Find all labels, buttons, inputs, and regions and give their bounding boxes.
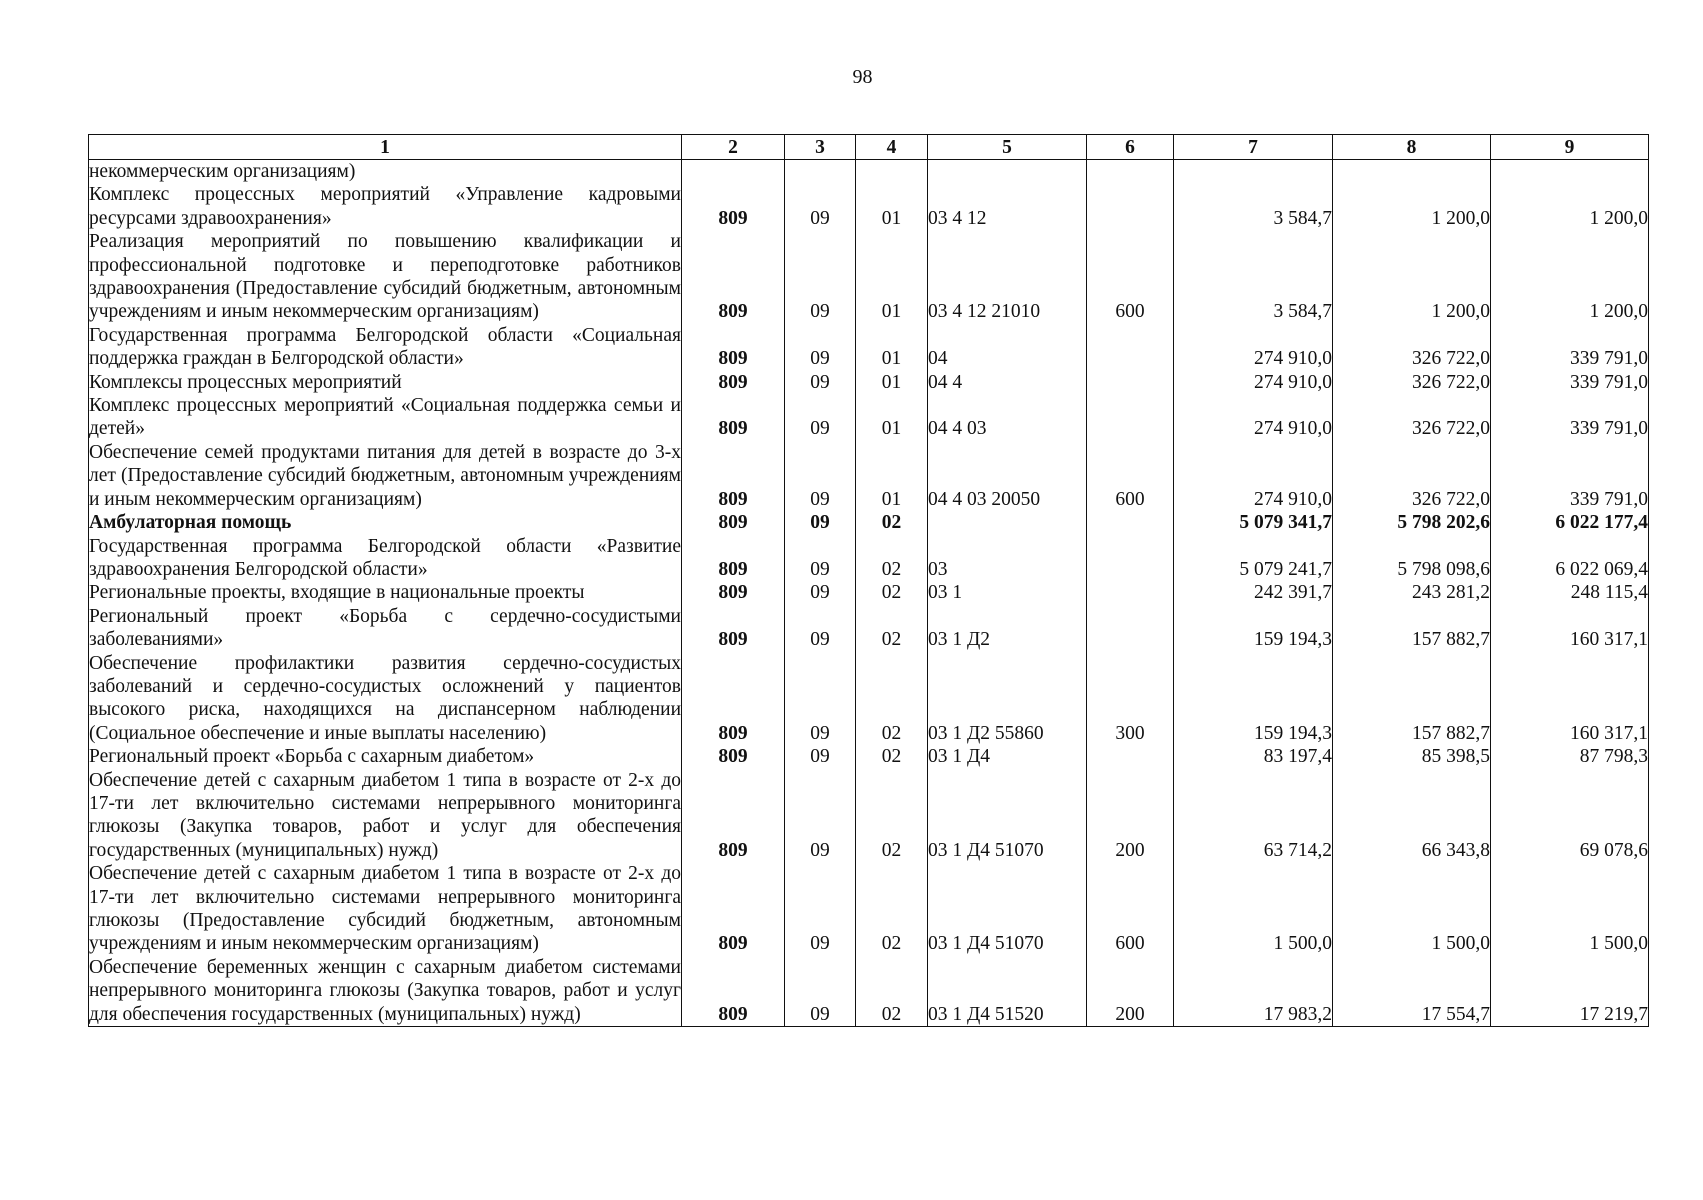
row-amount-2: 326 722,0	[1333, 441, 1491, 511]
row-amount-1: 3 584,7	[1174, 230, 1333, 324]
row-code-section: 09	[785, 862, 856, 956]
row-code-expense-type: 200	[1087, 956, 1174, 1027]
table-row	[89, 324, 1649, 371]
col-header-5: 5	[928, 135, 1087, 160]
table-row	[89, 769, 1649, 863]
table-row	[89, 652, 1649, 746]
row-code-subsection: 01	[856, 371, 928, 394]
table-row	[89, 605, 1649, 652]
row-name: Обеспечение профилактики развития сердечно-сосудистых заболеваний и сердечно-сосудистых осложнений у пациентов высокого риска, находящихся на диспансерном наблюдении (Социальное обеспечение и иные выплаты населению)	[89, 652, 681, 744]
row-code-subsection: 02	[856, 605, 928, 652]
row-amount-3	[1491, 160, 1649, 184]
row-amount-3: 339 791,0	[1491, 324, 1649, 371]
row-amount-3: 339 791,0	[1491, 441, 1649, 511]
table-row	[89, 581, 1649, 604]
row-amount-1: 5 079 341,7	[1174, 511, 1333, 534]
row-code-subsection: 02	[856, 581, 928, 604]
page-number: 98	[852, 66, 873, 88]
row-code-target: 04 4	[928, 371, 1087, 394]
row-code-section: 09	[785, 394, 856, 441]
col-header-4: 4	[856, 135, 928, 160]
row-amount-2: 326 722,0	[1333, 371, 1491, 394]
row-code-admin: 809	[682, 394, 785, 441]
row-code-subsection: 01	[856, 183, 928, 230]
row-code-section: 09	[785, 511, 856, 534]
row-amount-3: 339 791,0	[1491, 371, 1649, 394]
row-code-subsection: 01	[856, 230, 928, 324]
row-code-subsection: 02	[856, 535, 928, 582]
row-code-expense-type	[1087, 511, 1174, 534]
row-code-admin: 809	[682, 230, 785, 324]
row-name: Комплекс процессных мероприятий «Управление кадровыми ресурсами здравоохранения»	[89, 184, 681, 229]
table-row	[89, 745, 1649, 768]
row-amount-3: 17 219,7	[1491, 956, 1649, 1027]
table-row	[89, 183, 1649, 230]
row-code-subsection: 01	[856, 394, 928, 441]
row-code-admin: 809	[682, 535, 785, 582]
row-code-expense-type	[1087, 394, 1174, 441]
row-code-section: 09	[785, 769, 856, 863]
row-amount-1: 63 714,2	[1174, 769, 1333, 863]
row-code-subsection: 02	[856, 652, 928, 746]
col-header-7: 7	[1174, 135, 1333, 160]
row-name: некоммерческим организациям)	[89, 160, 682, 184]
row-amount-3: 1 200,0	[1491, 183, 1649, 230]
row-code-expense-type	[1087, 183, 1174, 230]
row-code-expense-type	[1087, 535, 1174, 582]
col-header-9: 9	[1491, 135, 1649, 160]
row-code-expense-type: 600	[1087, 862, 1174, 956]
table-row	[89, 535, 1649, 582]
row-code-admin: 809	[682, 371, 785, 394]
row-amount-1: 274 910,0	[1174, 394, 1333, 441]
row-code-expense-type	[1087, 324, 1174, 371]
row-code-section: 09	[785, 745, 856, 768]
row-code-expense-type: 200	[1087, 769, 1174, 863]
row-name: Обеспечение детей с сахарным диабетом 1 типа в возрасте от 2-х до 17-ти лет включительно системами непрерывного мониторинга глюкозы (Предоставление субсидий бюджетным, автономным учреждениям и иным некоммерческим организациям)	[89, 863, 681, 955]
budget-table	[88, 134, 1649, 1027]
row-amount-1: 3 584,7	[1174, 183, 1333, 230]
row-amount-2: 85 398,5	[1333, 745, 1491, 768]
row-name: Реализация мероприятий по повышению квалификации и профессиональной подготовке и переподготовке работников здравоохранения (Предоставление субсидий бюджетным, автономным учреждениям и иным некоммерческим организациям)	[89, 231, 681, 323]
row-amount-3: 6 022 177,4	[1491, 511, 1649, 534]
row-amount-1: 17 983,2	[1174, 956, 1333, 1027]
row-name: Амбулаторная помощь	[89, 511, 682, 534]
row-code-target: 03 1 Д4 51520	[928, 956, 1087, 1027]
row-code-target	[928, 160, 1087, 184]
row-amount-3: 69 078,6	[1491, 769, 1649, 863]
row-code-expense-type	[1087, 371, 1174, 394]
row-amount-2: 1 200,0	[1333, 230, 1491, 324]
row-amount-1: 274 910,0	[1174, 371, 1333, 394]
table-row	[89, 862, 1649, 956]
table-row	[89, 394, 1649, 441]
row-amount-3: 248 115,4	[1491, 581, 1649, 604]
row-amount-2: 326 722,0	[1333, 324, 1491, 371]
row-code-expense-type	[1087, 581, 1174, 604]
row-code-admin: 809	[682, 511, 785, 534]
row-amount-1: 274 910,0	[1174, 324, 1333, 371]
row-amount-1: 83 197,4	[1174, 745, 1333, 768]
row-code-target: 04 4 03 20050	[928, 441, 1087, 511]
row-amount-2: 5 798 202,6	[1333, 511, 1491, 534]
row-code-expense-type: 600	[1087, 230, 1174, 324]
row-amount-2: 157 882,7	[1333, 652, 1491, 746]
row-code-subsection: 01	[856, 324, 928, 371]
row-code-section: 09	[785, 956, 856, 1027]
row-code-target: 04 4 03	[928, 394, 1087, 441]
row-code-admin: 809	[682, 324, 785, 371]
row-amount-1	[1174, 160, 1333, 184]
row-code-admin: 809	[682, 441, 785, 511]
table-row	[89, 956, 1649, 1027]
row-amount-1: 1 500,0	[1174, 862, 1333, 956]
row-amount-3: 6 022 069,4	[1491, 535, 1649, 582]
row-code-target: 03	[928, 535, 1087, 582]
row-code-admin: 809	[682, 183, 785, 230]
table-row	[89, 371, 1649, 394]
row-amount-1: 274 910,0	[1174, 441, 1333, 511]
row-code-target: 03 1 Д2 55860	[928, 652, 1087, 746]
row-amount-2: 1 200,0	[1333, 183, 1491, 230]
row-code-target: 03 1 Д2	[928, 605, 1087, 652]
row-name: Региональные проекты, входящие в национальные проекты	[89, 581, 682, 604]
row-code-subsection: 02	[856, 862, 928, 956]
row-code-subsection	[856, 160, 928, 184]
row-amount-3: 87 798,3	[1491, 745, 1649, 768]
row-code-section: 09	[785, 605, 856, 652]
row-name: Государственная программа Белгородской области «Развитие здравоохранения Белгородской области»	[89, 535, 681, 580]
row-amount-2: 5 798 098,6	[1333, 535, 1491, 582]
row-code-admin: 809	[682, 605, 785, 652]
row-code-admin: 809	[682, 745, 785, 768]
row-code-section: 09	[785, 324, 856, 371]
row-code-target: 03 1	[928, 581, 1087, 604]
col-header-2: 2	[682, 135, 785, 160]
row-amount-3: 160 317,1	[1491, 652, 1649, 746]
row-code-target: 03 1 Д4	[928, 745, 1087, 768]
row-amount-3: 339 791,0	[1491, 394, 1649, 441]
row-amount-1: 159 194,3	[1174, 652, 1333, 746]
col-header-1: 1	[89, 135, 682, 160]
row-amount-3: 160 317,1	[1491, 605, 1649, 652]
col-header-6: 6	[1087, 135, 1174, 160]
row-amount-3: 1 200,0	[1491, 230, 1649, 324]
table-row	[89, 230, 1649, 324]
row-name: Обеспечение детей с сахарным диабетом 1 типа в возрасте от 2-х до 17-ти лет включительно системами непрерывного мониторинга глюкозы (Закупка товаров, работ и услуг для обеспечения государственных (муниципальных) нужд)	[89, 769, 681, 861]
row-name: Государственная программа Белгородской области «Социальная поддержка граждан в Белгородской области»	[89, 324, 681, 370]
row-name: Обеспечение семей продуктами питания для детей в возрасте до 3-х лет (Предоставление субсидий бюджетным, автономным учреждениям и иным некоммерческим организациям)	[89, 441, 681, 510]
table-row	[89, 160, 1649, 184]
row-code-expense-type	[1087, 745, 1174, 768]
header-row	[89, 135, 1649, 160]
row-code-section: 09	[785, 441, 856, 511]
row-amount-1: 159 194,3	[1174, 605, 1333, 652]
row-amount-1: 5 079 241,7	[1174, 535, 1333, 582]
row-code-expense-type	[1087, 160, 1174, 184]
row-code-expense-type: 300	[1087, 652, 1174, 746]
row-code-section: 09	[785, 581, 856, 604]
row-code-section: 09	[785, 652, 856, 746]
col-header-3: 3	[785, 135, 856, 160]
row-code-admin: 809	[682, 769, 785, 863]
row-code-target	[928, 511, 1087, 534]
row-code-subsection: 02	[856, 511, 928, 534]
row-code-section: 09	[785, 230, 856, 324]
row-amount-2: 66 343,8	[1333, 769, 1491, 863]
row-amount-1: 242 391,7	[1174, 581, 1333, 604]
row-amount-2: 157 882,7	[1333, 605, 1491, 652]
row-name: Комплекс процессных мероприятий «Социальная поддержка семьи и детей»	[89, 395, 681, 440]
row-name: Региональный проект «Борьба с сахарным диабетом»	[89, 745, 682, 768]
row-code-subsection: 02	[856, 956, 928, 1027]
row-code-admin: 809	[682, 652, 785, 746]
row-amount-3: 1 500,0	[1491, 862, 1649, 956]
row-code-admin: 809	[682, 581, 785, 604]
row-code-admin: 809	[682, 862, 785, 956]
row-code-expense-type: 600	[1087, 441, 1174, 511]
table-row	[89, 441, 1649, 511]
row-code-target: 03 1 Д4 51070	[928, 862, 1087, 956]
row-code-subsection: 01	[856, 441, 928, 511]
row-code-target: 03 4 12	[928, 183, 1087, 230]
row-amount-2: 243 281,2	[1333, 581, 1491, 604]
row-code-expense-type	[1087, 605, 1174, 652]
col-header-8: 8	[1333, 135, 1491, 160]
row-code-section: 09	[785, 535, 856, 582]
row-code-section: 09	[785, 183, 856, 230]
row-amount-2	[1333, 160, 1491, 184]
row-amount-2: 326 722,0	[1333, 394, 1491, 441]
row-code-subsection: 02	[856, 745, 928, 768]
row-name: Комплексы процессных мероприятий	[89, 371, 682, 394]
row-code-target: 03 4 12 21010	[928, 230, 1087, 324]
row-amount-2: 17 554,7	[1333, 956, 1491, 1027]
row-amount-2: 1 500,0	[1333, 862, 1491, 956]
row-code-section	[785, 160, 856, 184]
row-code-admin: 809	[682, 956, 785, 1027]
row-name: Региональный проект «Борьба с сердечно-сосудистыми заболеваниями»	[89, 605, 681, 651]
row-code-admin	[682, 160, 785, 184]
row-code-target: 04	[928, 324, 1087, 371]
row-code-subsection: 02	[856, 769, 928, 863]
table-row	[89, 511, 1649, 534]
row-code-target: 03 1 Д4 51070	[928, 769, 1087, 863]
row-code-section: 09	[785, 371, 856, 394]
row-name: Обеспечение беременных женщин с сахарным диабетом системами непрерывного мониторинга глюкозы (Закупка товаров, работ и услуг для обеспечения государственных (муниципальных) нужд)	[89, 956, 681, 1025]
